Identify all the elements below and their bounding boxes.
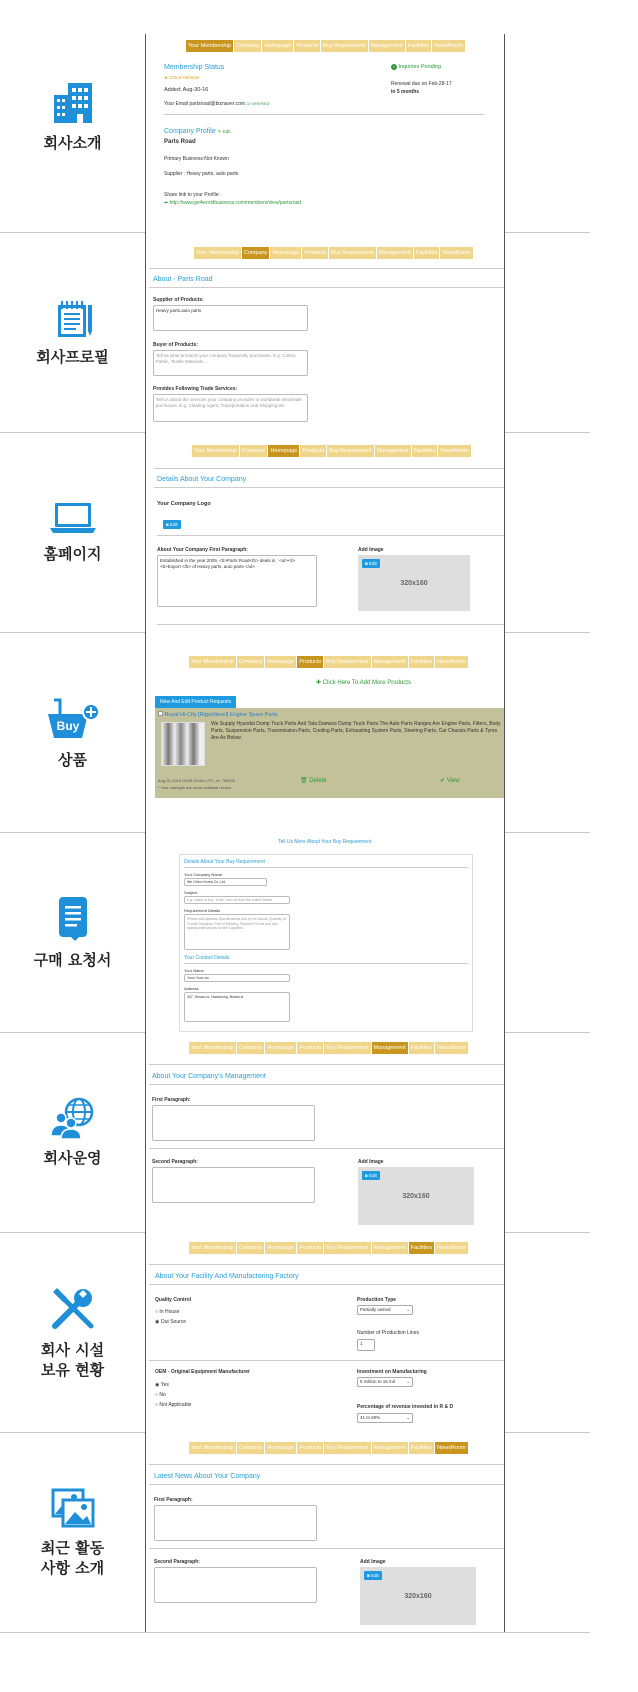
section-label-block bbox=[0, 632, 145, 832]
rd-select[interactable] bbox=[357, 1413, 413, 1423]
tab-facilities[interactable]: Facilities bbox=[409, 656, 434, 668]
membership-screenshot bbox=[145, 34, 505, 232]
product-date: Aug-31-2016 05:59:16 AM UTC, id: 780000 bbox=[158, 778, 235, 783]
row-separator bbox=[0, 1632, 590, 1633]
edit-profile-link[interactable]: ✎ Edit bbox=[217, 129, 231, 134]
subject-label: Subject bbox=[184, 890, 198, 895]
section-label: 회사소개 bbox=[43, 134, 102, 152]
radio-inhouse[interactable] bbox=[155, 1309, 179, 1315]
lines-label: Number of Production Lines bbox=[357, 1330, 419, 1336]
name-label: Your Name bbox=[184, 968, 204, 973]
divider bbox=[154, 468, 505, 469]
subject-input[interactable]: e.g. I want to buy "xt-sh" corn oil from the united States bbox=[184, 896, 290, 904]
divider bbox=[149, 287, 505, 288]
review-note: * Your changes are under editorial review. bbox=[158, 785, 232, 790]
document-icon bbox=[51, 894, 95, 942]
divider bbox=[149, 1484, 505, 1485]
image-size-text: 320x160 bbox=[400, 579, 428, 587]
paragraph-label: About Your Company First Paragraph: bbox=[157, 547, 248, 553]
section-label-block bbox=[0, 432, 145, 632]
select-value: Partially owned bbox=[360, 1307, 391, 1312]
section-company bbox=[0, 232, 638, 432]
second-paragraph-label: Second Paragraph: bbox=[154, 1559, 200, 1565]
tab-buy-requirement[interactable]: Buy Requirement bbox=[327, 445, 374, 457]
chevron-down-icon: ⌄ bbox=[406, 1307, 410, 1312]
image-icon bbox=[158, 711, 163, 716]
section-label-block bbox=[0, 0, 145, 232]
invest-label: Investment on Manufacturing bbox=[357, 1369, 427, 1375]
tab-facilities[interactable]: Facilities bbox=[409, 1442, 434, 1454]
company-name-input[interactable]: We Chem Korea Co.,Ltd. bbox=[184, 878, 267, 886]
tab-homepage[interactable]: Homepage bbox=[265, 656, 296, 668]
chevron-down-icon: ⌄ bbox=[406, 1379, 410, 1384]
tab-facilities[interactable]: Facilities bbox=[412, 445, 437, 457]
svg-text:Buy: Buy bbox=[56, 719, 79, 733]
product-title[interactable] bbox=[158, 711, 278, 718]
verified-badge: ☑ VERIFIED bbox=[246, 101, 270, 106]
edit-text: Edit bbox=[222, 129, 231, 134]
plus-icon: ✚ bbox=[316, 680, 323, 686]
qc-label: Quality Control bbox=[155, 1297, 192, 1303]
tab-management[interactable]: Management bbox=[372, 1442, 408, 1454]
radio-outsource[interactable] bbox=[155, 1319, 186, 1325]
select-value: 5 million to 15 mil bbox=[360, 1379, 395, 1384]
tab-membership[interactable]: Your Membership bbox=[189, 656, 236, 668]
second-paragraph-input[interactable] bbox=[154, 1567, 317, 1603]
add-image-label: Add Image bbox=[360, 1559, 386, 1565]
share-label: Share link to your Profile: bbox=[164, 192, 220, 198]
product-title-text: Royal Hi-City [Rigo/diesel] Engine Spare Parts bbox=[164, 712, 278, 718]
requirement-label: Requirement Details bbox=[184, 908, 221, 913]
tab-membership[interactable]: Your Membership bbox=[192, 445, 239, 457]
tab-newsroom[interactable]: NewsRoom bbox=[438, 445, 470, 457]
profile-link-text: http://www.go4worldbusiness.com/members/view/partsroad bbox=[169, 200, 302, 206]
building-icon bbox=[50, 79, 96, 125]
divider bbox=[154, 487, 505, 488]
first-paragraph-label: First Paragraph: bbox=[154, 1497, 193, 1503]
tab-facilities[interactable]: Facilities bbox=[409, 1242, 434, 1254]
tab-company[interactable]: Company bbox=[237, 1442, 265, 1454]
homepage-title: Details About Your Company bbox=[157, 476, 247, 483]
address-label: Address bbox=[184, 986, 199, 991]
radio-na[interactable] bbox=[155, 1402, 191, 1408]
tab-products[interactable]: Products bbox=[294, 40, 320, 52]
section-label-block bbox=[0, 832, 145, 1032]
buyreq-screenshot bbox=[145, 832, 505, 1032]
delete-text: Delete bbox=[309, 778, 327, 784]
rd-label: Percentage of revenue invested in R & D bbox=[357, 1404, 454, 1410]
section-membership bbox=[0, 0, 638, 232]
tab-newsroom[interactable]: NewsRoom bbox=[435, 656, 467, 668]
tab-products[interactable]: Products bbox=[297, 1042, 323, 1054]
section-label-block bbox=[0, 1232, 145, 1432]
divider bbox=[184, 963, 468, 964]
tab-newsroom[interactable]: NewsRoom bbox=[432, 40, 464, 52]
section-label-block bbox=[0, 1432, 145, 1632]
tab-products[interactable]: Products bbox=[297, 656, 323, 668]
edit-text: Edit bbox=[169, 522, 178, 527]
oem-label: OEM - Original Equipment Manufacturer bbox=[155, 1369, 251, 1375]
facilities-title: About Your Facility And Manufactoring Factory bbox=[155, 1273, 299, 1280]
radio-checked-icon: ◉ bbox=[155, 1319, 160, 1325]
radio-empty-icon: ○ bbox=[155, 1392, 159, 1398]
tab-membership[interactable]: Your Membership bbox=[189, 1042, 236, 1054]
radio-label: Out Source bbox=[160, 1319, 187, 1325]
nav-tabs bbox=[189, 656, 468, 668]
check-circle-icon: ✔ bbox=[440, 778, 446, 784]
name-input[interactable]: Youn Yoon-ho bbox=[184, 974, 290, 982]
section-facilities bbox=[0, 1232, 638, 1432]
tab-management[interactable]: Management bbox=[372, 1242, 408, 1254]
section-label: 회사운영 bbox=[43, 1149, 102, 1167]
buyer-input[interactable]: Tell us what products your company frequently purchases. E.g. Cotton Fabric, Textile Materials... bbox=[153, 350, 308, 376]
first-paragraph-input[interactable] bbox=[154, 1505, 317, 1541]
tools-icon bbox=[49, 1284, 97, 1332]
photo-gallery-icon bbox=[49, 1486, 97, 1530]
add-image-label: Add Image bbox=[358, 1159, 384, 1165]
camera-icon: ◙ bbox=[365, 1173, 369, 1178]
tab-company[interactable]: Company bbox=[237, 656, 265, 668]
product-description: We Supply Hyundai Dump Truck Parts And Tata Daewoo Dump Truck Parts.The Auto Parts Ranges Are Engine Parts, Filters, Body Parts, Suspension Parts, Transmission Parts, Cooling Parts, Exhausting System Parts, Steering Parts, Car Chassis Parts & Tyres Are As Below. bbox=[211, 721, 501, 741]
image-edit-button[interactable] bbox=[364, 1571, 382, 1580]
tab-homepage[interactable]: Homepage bbox=[265, 1242, 296, 1254]
section-label: 홈페이지 bbox=[43, 545, 102, 563]
tab-homepage[interactable]: Homepage bbox=[268, 445, 299, 457]
edit-text: Edit bbox=[370, 1573, 379, 1578]
newsroom-screenshot bbox=[145, 1432, 505, 1632]
supplier-label: Supplier of Products: bbox=[153, 297, 204, 303]
tab-facilities[interactable]: Facilities bbox=[406, 40, 431, 52]
tab-newsroom[interactable]: NewsRoom bbox=[435, 1242, 467, 1254]
image-edit-button[interactable] bbox=[362, 1171, 380, 1180]
profile-title-text: Company Profile bbox=[164, 128, 216, 135]
section-products bbox=[0, 632, 638, 832]
camera-icon: ◙ bbox=[367, 1573, 371, 1578]
company-about-title: About - Parts Road bbox=[153, 276, 213, 283]
inquiries-text: Inquiries Pending bbox=[398, 64, 442, 70]
divider bbox=[149, 1084, 505, 1085]
paragraph-input[interactable]: Established in the year 2009, <b>Parts Road</b> deals in : <ul><li><b>Export </b> of Heavy parts, auto parts </ul> bbox=[157, 555, 317, 607]
section-label-block bbox=[0, 1032, 145, 1232]
products-screenshot bbox=[145, 632, 505, 832]
primary-business: Primary Business:Not Known bbox=[164, 156, 229, 162]
renewal-date: Renewal due on Feb-28-17 bbox=[391, 81, 452, 87]
nav-tabs bbox=[189, 1242, 468, 1254]
radio-empty-icon: ○ bbox=[155, 1402, 159, 1408]
membership-level bbox=[164, 75, 200, 81]
tab-company[interactable]: Company bbox=[234, 40, 262, 52]
company-name-label: Your Company Name bbox=[184, 872, 223, 877]
section-management bbox=[0, 1032, 638, 1232]
tab-buy-requirement[interactable]: Buy Requirement bbox=[324, 1042, 371, 1054]
inquiries-pending[interactable] bbox=[391, 64, 441, 70]
add-image-label: Add Image bbox=[358, 547, 384, 553]
tab-products[interactable]: Products bbox=[297, 1242, 323, 1254]
section-buy-requirement bbox=[0, 832, 638, 1032]
buy-basket-icon bbox=[44, 694, 102, 742]
trade-label: Provides Following Trade Services: bbox=[153, 386, 238, 392]
company-name: Parts Road bbox=[164, 139, 196, 145]
email-text: Your Email partsroad@biznaver.com bbox=[164, 101, 246, 107]
camera-icon: ◙ bbox=[365, 561, 369, 566]
radio-label: No bbox=[159, 1392, 166, 1398]
tab-buy-requirement[interactable]: Buy Requirement bbox=[321, 40, 368, 52]
tab-membership[interactable]: Your Membership bbox=[189, 1442, 236, 1454]
tab-products[interactable]: Products bbox=[297, 1442, 323, 1454]
image-edit-button[interactable] bbox=[362, 559, 380, 568]
tab-facilities[interactable]: Facilities bbox=[414, 247, 439, 259]
section-label: 회사프로필 bbox=[36, 348, 109, 366]
production-type-select[interactable] bbox=[357, 1305, 413, 1315]
notebook-pencil-icon bbox=[50, 297, 96, 339]
lines-input[interactable]: 1 bbox=[357, 1339, 375, 1351]
tab-company[interactable]: Company bbox=[240, 445, 268, 457]
profile-link[interactable] bbox=[164, 200, 301, 206]
news-title: Latest News About Your Company bbox=[154, 1473, 261, 1480]
requirement-input[interactable]: Please add detailed Specifications and try to include Quantity of Goods Required, Port of Delivery, Payment Terms and any special instructions for the Suppliers. bbox=[184, 914, 290, 950]
new-edit-product-button[interactable]: New And Edit Product Requests bbox=[155, 696, 236, 708]
tab-homepage[interactable]: Homepage bbox=[262, 40, 293, 52]
contact-title: Your Contact Details bbox=[184, 955, 230, 961]
delete-link[interactable] bbox=[300, 777, 327, 784]
view-text: View bbox=[446, 778, 460, 784]
management-title: About Your Company's Management bbox=[152, 1073, 266, 1080]
email-row bbox=[164, 101, 270, 107]
production-type-label: Production Type bbox=[357, 1297, 397, 1303]
tab-newsroom[interactable]: NewsRoom bbox=[435, 1442, 467, 1454]
tab-company[interactable]: Company bbox=[237, 1242, 265, 1254]
homepage-screenshot bbox=[145, 432, 505, 632]
first-paragraph-input[interactable] bbox=[152, 1105, 315, 1141]
management-screenshot bbox=[145, 1032, 505, 1232]
divider bbox=[164, 114, 484, 115]
section-label: 구매 요청서 bbox=[33, 951, 112, 969]
divider bbox=[149, 1064, 505, 1065]
select-value: 41 to 60% bbox=[360, 1415, 381, 1420]
divider bbox=[149, 1464, 505, 1465]
divider bbox=[149, 268, 505, 269]
radio-no[interactable] bbox=[155, 1392, 166, 1398]
facilities-screenshot bbox=[145, 1232, 505, 1432]
section-label: 상품 bbox=[58, 751, 87, 769]
product-card bbox=[155, 708, 505, 798]
tab-buy-requirement[interactable]: Buy Requirement bbox=[324, 1442, 371, 1454]
tab-homepage[interactable]: Homepage bbox=[270, 247, 301, 259]
chevron-down-icon: ⌄ bbox=[406, 1415, 410, 1420]
camera-icon: ◙ bbox=[166, 522, 170, 527]
tab-buy-requirement[interactable]: Buy Requirement bbox=[329, 247, 376, 259]
tab-management[interactable]: Management bbox=[369, 40, 405, 52]
tab-management[interactable]: Management bbox=[375, 445, 411, 457]
tab-newsroom[interactable]: NewsRoom bbox=[440, 247, 472, 259]
image-size-text: 320x160 bbox=[402, 1192, 430, 1200]
divider bbox=[149, 1360, 505, 1361]
tab-membership[interactable]: Your Membership bbox=[189, 1242, 236, 1254]
divider bbox=[149, 1264, 505, 1265]
profile-title bbox=[164, 128, 231, 135]
tab-products[interactable]: Products bbox=[302, 247, 328, 259]
added-date: Added: Aug-30-16 bbox=[164, 87, 209, 93]
radio-yes[interactable] bbox=[155, 1382, 169, 1388]
nav-tabs bbox=[189, 1442, 468, 1454]
radio-empty-icon: ○ bbox=[155, 1309, 159, 1315]
membership-title: Membership Status bbox=[164, 64, 225, 71]
section-label: 회사 시설 보유 현황 bbox=[40, 1341, 105, 1379]
divider bbox=[149, 1148, 505, 1149]
tab-membership[interactable]: Your Membership bbox=[186, 40, 233, 52]
tab-homepage[interactable]: Homepage bbox=[265, 1042, 296, 1054]
nav-tabs bbox=[192, 445, 471, 457]
details-title: Details About Your Buy Requirement bbox=[184, 859, 265, 865]
edit-text: Edit bbox=[368, 561, 377, 566]
nav-tabs bbox=[189, 1042, 468, 1054]
supplier-input[interactable]: Heavy parts,auto parts bbox=[153, 305, 308, 331]
nav-tabs bbox=[186, 40, 465, 52]
buyreq-form bbox=[179, 854, 473, 1032]
edit-text: Edit bbox=[368, 1173, 377, 1178]
tab-company[interactable]: Company bbox=[237, 1042, 265, 1054]
tab-company[interactable]: Company bbox=[242, 247, 270, 259]
section-newsroom bbox=[0, 1432, 638, 1632]
first-paragraph-label: First Paragraph: bbox=[152, 1097, 191, 1103]
logo-label: Your Company Logo bbox=[157, 501, 211, 507]
divider bbox=[184, 867, 468, 868]
star-icon: ★ bbox=[164, 75, 170, 80]
tab-facilities[interactable]: Facilities bbox=[409, 1042, 434, 1054]
tab-products[interactable]: Products bbox=[300, 445, 326, 457]
membership-level-text: GOLD Member bbox=[169, 75, 200, 80]
tab-homepage[interactable]: Homepage bbox=[265, 1442, 296, 1454]
second-paragraph-input[interactable] bbox=[152, 1167, 315, 1203]
divider bbox=[157, 624, 505, 625]
second-paragraph-label: Second Paragraph: bbox=[152, 1159, 198, 1165]
buyreq-header: Tell Us More About Your Buy Requirement bbox=[278, 839, 372, 845]
divider bbox=[149, 1284, 505, 1285]
tab-membership[interactable]: Your Membership bbox=[194, 247, 241, 259]
add-products-text: Click Here To Add More Products bbox=[322, 680, 411, 686]
share-arrow-icon: ➦ bbox=[164, 200, 170, 206]
check-circle-icon: ✓ bbox=[392, 64, 396, 69]
tab-buy-requirement[interactable]: Buy Requirement bbox=[324, 656, 371, 668]
company-screenshot bbox=[145, 232, 505, 432]
tab-newsroom[interactable]: NewsRoom bbox=[435, 1042, 467, 1054]
section-homepage bbox=[0, 432, 638, 632]
product-image[interactable] bbox=[161, 722, 205, 766]
tab-management[interactable]: Management bbox=[372, 1042, 408, 1054]
section-label-block bbox=[0, 232, 145, 432]
divider bbox=[157, 535, 505, 536]
renewal-in: in 5 months bbox=[391, 89, 420, 95]
tab-management[interactable]: Management bbox=[372, 656, 408, 668]
supplier-line: Supplier : Heavy parts, auto parts bbox=[164, 171, 239, 177]
divider bbox=[149, 1548, 505, 1549]
add-products-link[interactable] bbox=[316, 679, 411, 686]
logo-edit-button[interactable] bbox=[163, 520, 181, 529]
nav-tabs bbox=[194, 247, 473, 259]
radio-checked-icon: ◉ bbox=[155, 1382, 160, 1388]
section-label: 최근 활동 사항 소개 bbox=[40, 1539, 105, 1577]
view-link[interactable] bbox=[440, 777, 460, 784]
image-size-text: 320x160 bbox=[404, 1592, 432, 1600]
radio-label: Yes bbox=[160, 1382, 169, 1388]
verified-text: VERIFIED bbox=[251, 101, 270, 106]
radio-label: In House bbox=[159, 1309, 180, 1315]
people-globe-icon bbox=[49, 1096, 97, 1140]
tab-management[interactable]: Management bbox=[377, 247, 413, 259]
laptop-icon bbox=[48, 500, 98, 536]
radio-label: Not Applicable bbox=[159, 1402, 192, 1408]
trash-icon: 🗑 bbox=[300, 778, 308, 784]
invest-select[interactable] bbox=[357, 1377, 413, 1387]
trade-input[interactable]: Tell us about the services your company provides to worldwide wholesale purchases. E.g. Clearing Agent, Transportation And Shipping etc. bbox=[153, 394, 308, 422]
tab-buy-requirement[interactable]: Buy Requirement bbox=[324, 1242, 371, 1254]
address-input[interactable]: 267, Dosan-ro, Hwaseong, Busan-si bbox=[184, 992, 290, 1022]
buyer-label: Buyer of Products: bbox=[153, 342, 199, 348]
